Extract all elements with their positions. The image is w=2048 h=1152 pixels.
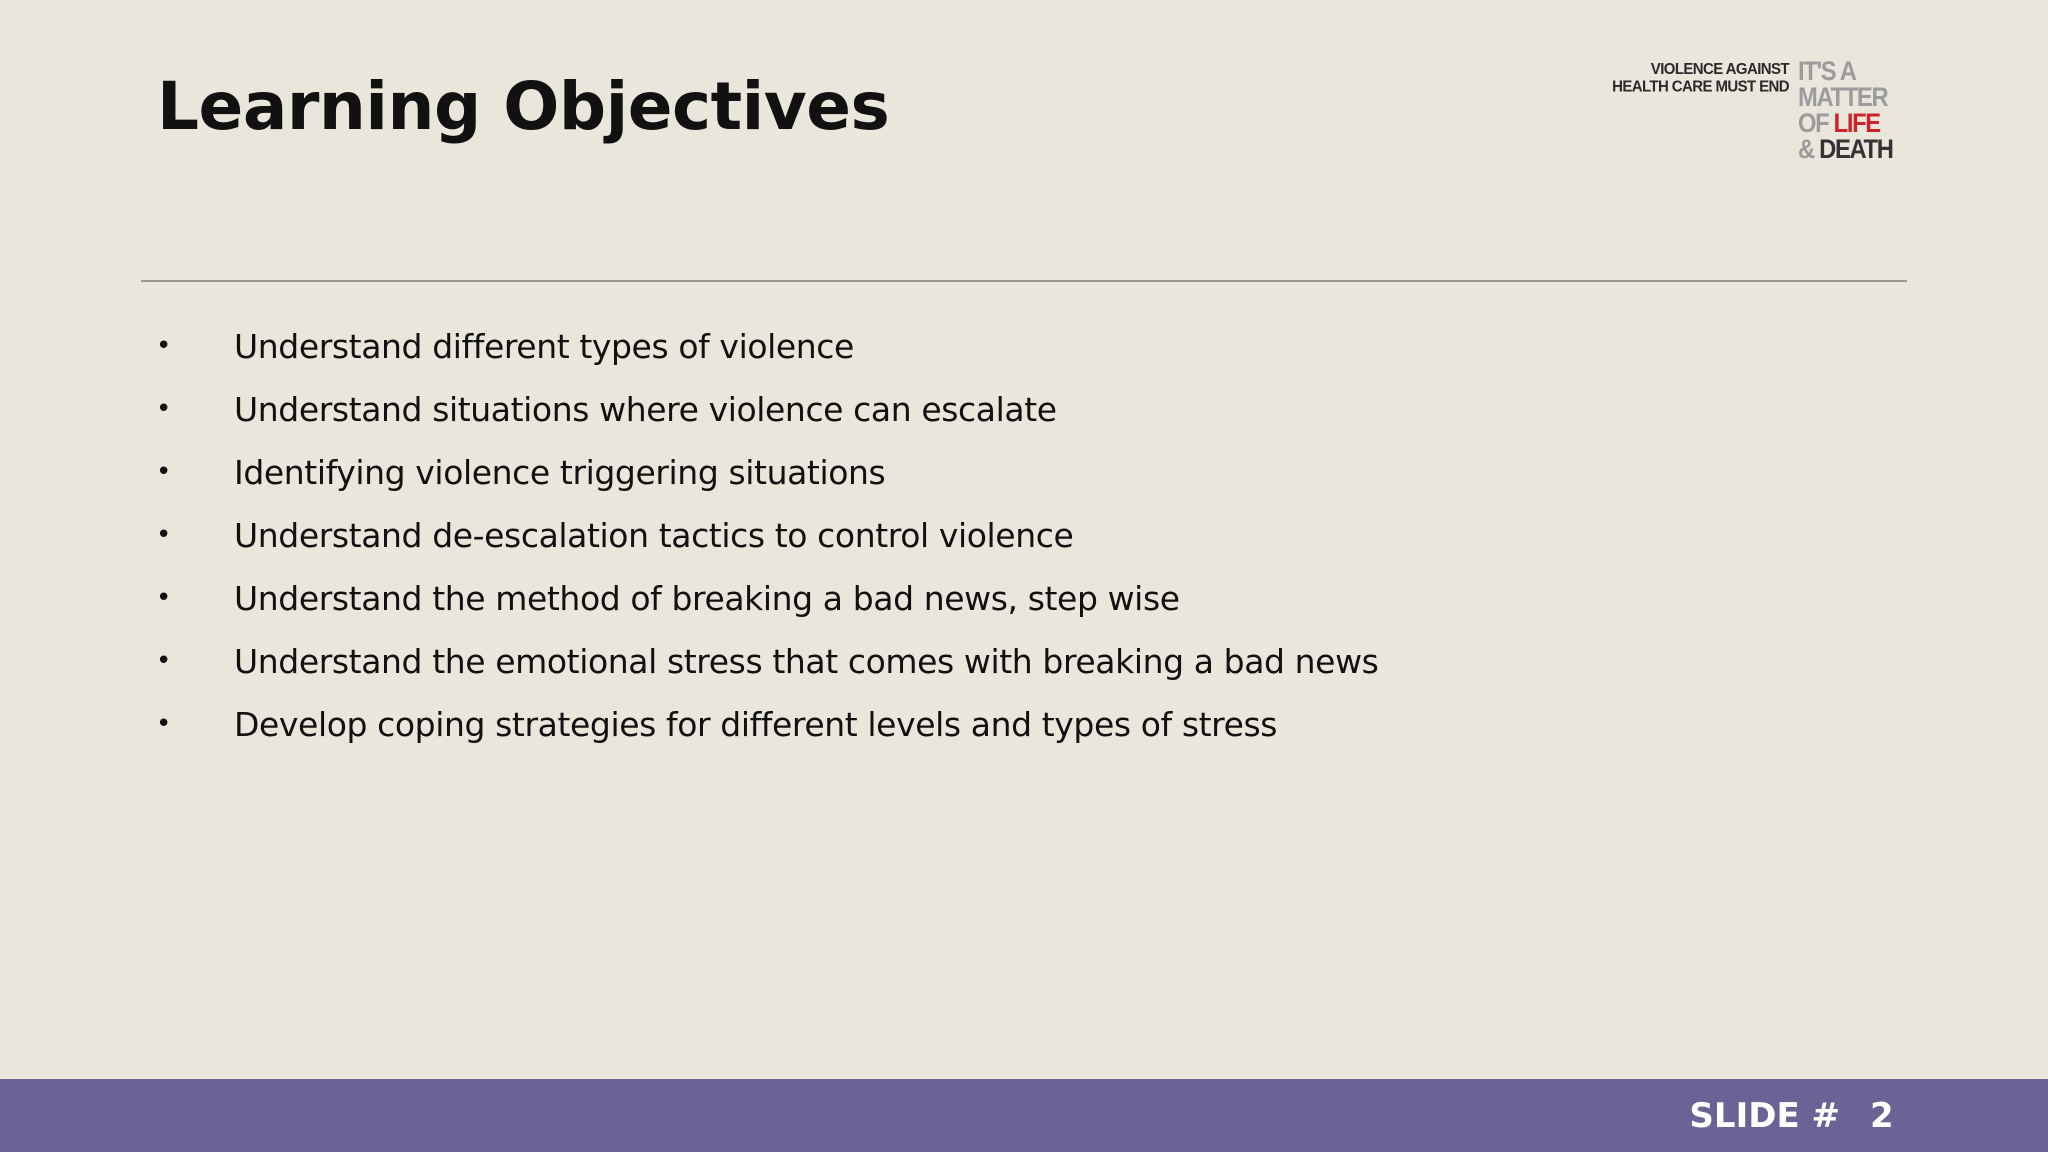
- list-item-text: Develop coping strategies for different levels and types of stress: [234, 705, 1278, 744]
- logo-mark-of: OF: [1798, 108, 1834, 138]
- list-item-text: Understand the emotional stress that comes with breaking a bad news: [234, 642, 1379, 681]
- logo-mark-line-2: MATTER: [1798, 82, 1888, 112]
- bullet-icon: •: [156, 394, 172, 424]
- bullet-icon: •: [156, 646, 172, 676]
- objectives-list: [155, 315, 1378, 756]
- campaign-logo: [1612, 56, 1915, 170]
- logo-tagline: [1612, 60, 1789, 96]
- logo-mark-line-4: [1798, 136, 1893, 162]
- list-item-text: Understand de-escalation tactics to control violence: [234, 516, 1074, 555]
- logo-mark-line-1: IT'S A: [1798, 56, 1856, 86]
- bullet-icon: •: [156, 520, 172, 550]
- bullet-icon: •: [156, 709, 172, 739]
- slide-number-label: SLIDE #: [1689, 1096, 1840, 1136]
- list-item: [155, 378, 1378, 441]
- bullet-icon: •: [156, 331, 172, 361]
- list-item-text: Understand different types of violence: [234, 327, 854, 366]
- list-item-text: Understand the method of breaking a bad news, step wise: [234, 579, 1180, 618]
- logo-mark-death: DEATH: [1819, 134, 1893, 164]
- logo-mark-life: LIFE: [1833, 108, 1880, 138]
- title-divider: [141, 280, 1907, 282]
- list-item: [155, 504, 1378, 567]
- logo-mark-ampersand: &: [1798, 134, 1820, 164]
- list-item-text: Understand situations where violence can escalate: [234, 390, 1057, 429]
- slide-title: Learning Objectives: [157, 68, 890, 145]
- list-item: [155, 630, 1378, 693]
- bullet-icon: •: [156, 457, 172, 487]
- list-item: [155, 315, 1378, 378]
- list-item: [155, 567, 1378, 630]
- slide-number: 2: [1870, 1096, 1894, 1136]
- list-item: [155, 441, 1378, 504]
- bullet-icon: •: [156, 583, 172, 613]
- list-item-text: Identifying violence triggering situations: [234, 453, 886, 492]
- list-item: [155, 693, 1378, 756]
- logo-mark-line-3: [1798, 110, 1893, 136]
- logo-tagline-line-1: VIOLENCE AGAINST: [1650, 60, 1789, 78]
- logo-wordmark: [1798, 58, 1893, 162]
- logo-tagline-line-2: HEALTH CARE MUST END: [1612, 78, 1789, 96]
